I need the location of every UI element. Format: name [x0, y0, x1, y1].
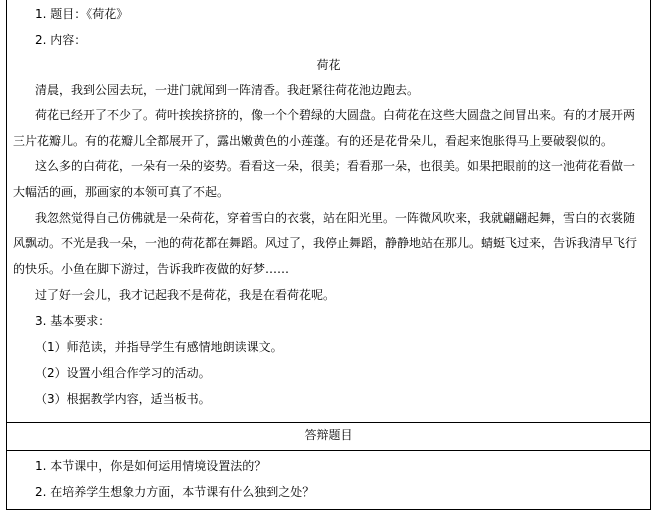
passage-title: 荷花 [316, 58, 341, 72]
passage-line: 风飘动。不光是我一朵，一池的荷花都在舞蹈。风过了，我停止舞蹈，静静地站在那儿。蜻蜓飞过来，告诉我清早飞行 [13, 236, 638, 250]
requirement-item: （2）设置小组合作学习的活动。 [35, 366, 211, 380]
defense-question: 1. 本节课中，你是如何运用情境设置法的？ [35, 459, 267, 473]
requirements-label: 3. 基本要求： [35, 314, 111, 328]
requirement-item: （1）师范读，并指导学生有感情地朗读课文。 [35, 340, 283, 354]
topic-line: 1. 题目：《荷花》 [35, 7, 129, 21]
passage-line: 的快乐。小鱼在脚下游过，告诉我昨夜做的好梦…… [13, 262, 290, 276]
passage-line: 这么多的白荷花，一朵有一朵的姿势。看看这一朵，很美；看看那一朵，也很美。如果把眼前的这一池荷花看做一 [35, 159, 636, 173]
content-label: 2. 内容： [35, 33, 87, 47]
passage-line: 荷花已经开了不少了。荷叶挨挨挤挤的，像一个个碧绿的大圆盘。白荷花在这些大圆盘之间冒出来。有的才展开两 [35, 108, 636, 122]
passage-line: 大幅活的画，那画家的本领可真了不起。 [13, 185, 230, 199]
table-divider [7, 450, 650, 451]
passage-line: 清晨，我到公园去玩，一进门就闻到一阵清香。我赶紧往荷花池边跑去。 [35, 83, 420, 97]
table-divider [7, 422, 650, 423]
requirement-item: （3）根据教学内容，适当板书。 [35, 392, 211, 406]
document-table [6, 0, 651, 510]
passage-line: 三片花瓣儿。有的花瓣儿全都展开了，露出嫩黄色的小莲蓬。有的还是花骨朵儿，看起来饱胀得马上要破裂似的。 [13, 134, 614, 148]
defense-question: 2. 在培养学生想象力方面，本节课有什么独到之处？ [35, 485, 315, 499]
passage-line: 我忽然觉得自己仿佛就是一朵荷花，穿着雪白的衣裳，站在阳光里。一阵微风吹来，我就翩翩起舞，雪白的衣裳随 [35, 211, 636, 225]
passage-line: 过了好一会儿，我才记起我不是荷花，我是在看荷花呢。 [35, 288, 336, 302]
defense-header: 答辩题目 [304, 428, 353, 442]
